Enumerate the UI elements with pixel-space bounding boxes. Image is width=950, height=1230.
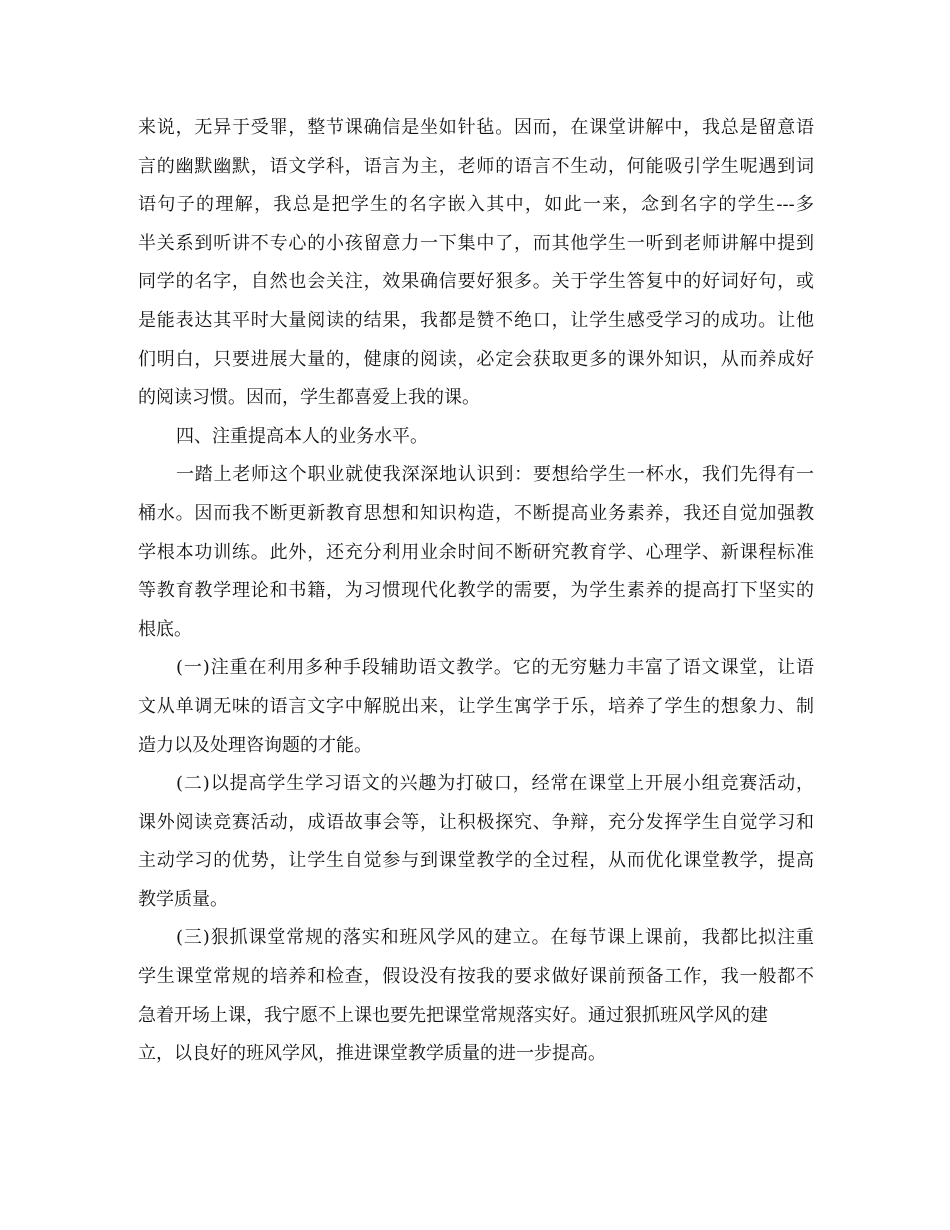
text-line: 造力以及处理咨询题的才能。 [138, 734, 372, 756]
document-body [138, 109, 814, 1074]
text-line: (二)以提高学生学习语文的兴趣为打破口，经常在课堂上开展小组竞赛活动， [176, 773, 814, 795]
text-line: 一踏上老师这个职业就使我深深地认识到：要想给学生一杯水，我们先得有一 [176, 464, 814, 486]
text-line: 来说，无异于受罪，整节课确信是坐如针毡。因而，在课堂讲解中，我总是留意语 [138, 117, 814, 138]
text-line: 半关系到听讲不专心的小孩留意力一下集中了，而其他学生一听到老师讲解中提到 [138, 232, 814, 254]
text-line: 桶水。因而我不断更新教育思想和知识构造，不断提高业务素养，我还自觉加强教 [138, 502, 814, 524]
section-heading [138, 418, 814, 457]
text-line: 文从单调无味的语言文字中解脱出来，让学生寓学于乐，培养了学生的想象力、制 [138, 695, 814, 717]
text-line: 言的幽默幽默，语文学科，语言为主，老师的语言不生动，何能吸引学生呢遇到词 [138, 155, 814, 177]
text-line: 的阅读习惯。因而，学生都喜爱上我的课。 [138, 387, 480, 409]
text-line: 教学质量。 [138, 888, 228, 910]
text-line: 等教育教学理论和书籍，为习惯现代化教学的需要，为学生素养的提高打下坚实的 [138, 580, 814, 602]
paragraph [138, 765, 814, 919]
paragraph [138, 919, 814, 1073]
text-line: 急着开场上课，我宁愿不上课也要先把课堂常规落实好。通过狠抓班风学风的建 [138, 1004, 768, 1026]
paragraph-continued [138, 109, 814, 418]
text-line: (一)注重在利用多种手段辅助语文教学。它的无穷魅力丰富了语文课堂，让语 [176, 657, 814, 679]
text-line: 学根本功训练。此外，还充分利用业余时间不断研究教育学、心理学、新课程标准 [138, 541, 814, 563]
paragraph [138, 456, 814, 649]
text-line: 同学的名字，自然也会关注，效果确信要好狠多。关于学生答复中的好词好句，或 [138, 271, 814, 293]
text-line: 立，以良好的班风学风，推进课堂教学质量的进一步提高。 [138, 1043, 606, 1065]
heading-text: 四、注重提高本人的业务水平。 [176, 425, 428, 447]
text-line: 们明白，只要进展大量的，健康的阅读，必定会获取更多的课外知识，从而养成好 [138, 348, 814, 370]
text-line: 主动学习的优势，让学生自觉参与到课堂教学的全过程，从而优化课堂教学，提高 [138, 850, 814, 872]
text-line: 语句子的理解，我总是把学生的名字嵌入其中，如此一来，念到名字的学生---多 [138, 194, 814, 216]
text-line: 课外阅读竞赛活动，成语故事会等，让积极探究、争辩，充分发挥学生自觉学习和 [138, 811, 814, 833]
text-line: 学生课堂常规的培养和检查，假设没有按我的要求做好课前预备工作，我一般都不 [138, 966, 814, 988]
paragraph [138, 649, 814, 765]
text-line: 是能表达其平时大量阅读的结果，我都是赞不绝口，让学生感受学习的成功。让他 [138, 309, 814, 331]
text-line: 根底。 [138, 618, 192, 640]
text-line: (三)狠抓课堂常规的落实和班风学风的建立。在每节课上课前，我都比拟注重 [176, 927, 814, 949]
